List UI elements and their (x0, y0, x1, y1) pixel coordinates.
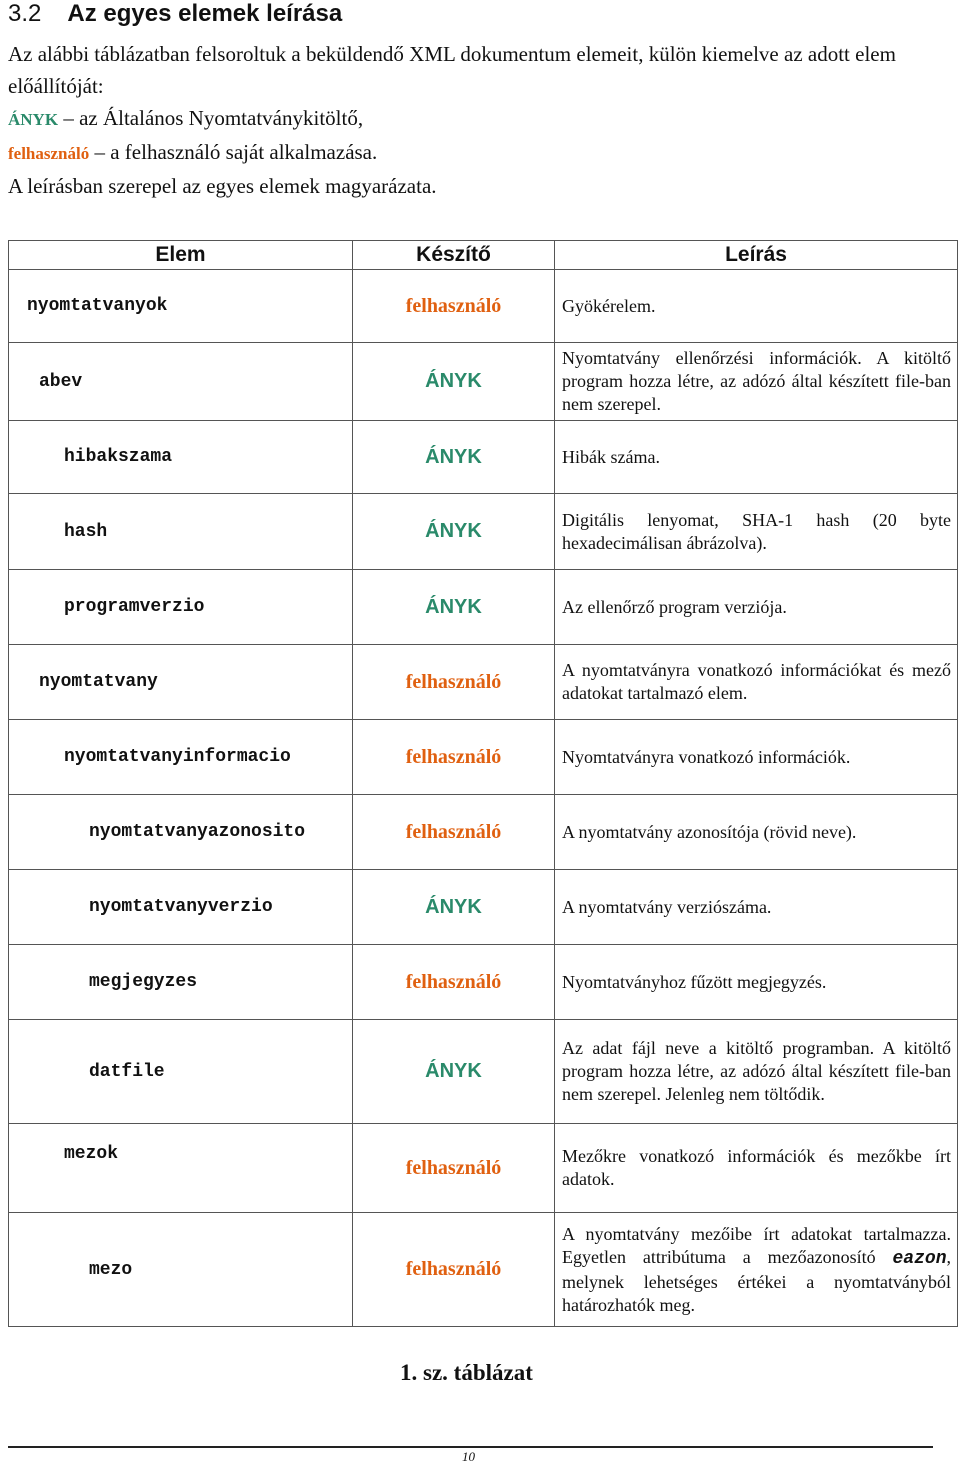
section-title: Az egyes elemek leírása (67, 0, 343, 27)
desc-text: A nyomtatvány mezőibe írt adatokat tartalmazza. Egyetlen attribútuma a mezőazonosító (562, 1223, 951, 1267)
elem-cell: nyomtatvanyinformacio (9, 720, 353, 795)
leiras-cell: Digitális lenyomat, SHA-1 hash (20 byte hexadecimálisan ábrázolva). (555, 494, 958, 570)
footer-divider (8, 1446, 933, 1448)
page-number: 10 (462, 1449, 475, 1464)
table-row (9, 570, 958, 645)
table-row (9, 795, 958, 870)
anyk-tag: ÁNYK (8, 110, 59, 129)
leiras-cell: A nyomtatvány verziószáma. (555, 870, 958, 945)
leiras-cell: Nyomtatvány ellenőrzési információk. A kitöltő program hozza létre, az adózó által készített file-ban nem szerepel. (555, 343, 958, 421)
elem-cell: nyomtatvanyok (9, 270, 353, 343)
table-caption: 1. sz. táblázat (400, 1360, 533, 1385)
keszito-cell: ÁNYK (353, 494, 555, 570)
table-row (9, 421, 958, 494)
table-row (9, 270, 958, 343)
table-row (9, 720, 958, 795)
intro-line-anyk (8, 102, 948, 136)
leiras-cell: Az ellenőrző program verziója. (555, 570, 958, 645)
felhasznalo-tag: felhasználó (8, 144, 90, 163)
elem-cell: hash (9, 494, 353, 570)
intro-line-felh (8, 136, 948, 170)
leiras-cell: A nyomtatványra vonatkozó információkat és mező adatokat tartalmazó elem. (555, 645, 958, 720)
elem-cell: mezok (9, 1124, 353, 1213)
elem-cell: hibakszama (9, 421, 353, 494)
leiras-cell: Mezőkre vonatkozó információk és mezőkbe írt adatok. (555, 1124, 958, 1213)
keszito-cell: ÁNYK (353, 1020, 555, 1124)
keszito-cell: ÁNYK (353, 870, 555, 945)
felhasznalo-text: – a felhasználó saját alkalmazása. (89, 140, 378, 164)
leiras-cell: Gyökérelem. (555, 270, 958, 343)
elem-cell: megjegyzes (9, 945, 353, 1020)
intro-line-1: Az alábbi táblázatban felsoroltuk a beküldendő XML dokumentum elemeit, külön kiemelve az adott elem előállítóját: (8, 42, 896, 98)
keszito-cell: felhasználó (353, 1124, 555, 1213)
keszito-cell: felhasználó (353, 645, 555, 720)
table-row (9, 1020, 958, 1124)
table-row (9, 870, 958, 945)
elem-cell: programverzio (9, 570, 353, 645)
table-row (9, 1124, 958, 1213)
keszito-cell: felhasználó (353, 270, 555, 343)
leiras-cell: Nyomtatványra vonatkozó információk. (555, 720, 958, 795)
table-header-row (9, 241, 958, 270)
section-number: 3.2 (8, 0, 42, 27)
leiras-cell: Az adat fájl neve a kitöltő programban. A kitöltő program hozza létre, az adózó által készített file-ban nem szerepel. Jelenleg nem töltődik. (555, 1020, 958, 1124)
elements-table (8, 240, 958, 1327)
header-keszito: Készítő (353, 241, 555, 270)
intro-line-4: A leírásban szerepel az egyes elemek magyarázata. (8, 174, 437, 198)
table-row (9, 343, 958, 421)
keszito-cell: ÁNYK (353, 570, 555, 645)
keszito-cell: felhasználó (353, 945, 555, 1020)
leiras-cell: Nyomtatványhoz fűzött megjegyzés. (555, 945, 958, 1020)
table-row (9, 494, 958, 570)
anyk-text: – az Általános Nyomtatványkitöltő, (58, 106, 364, 130)
header-elem: Elem (9, 241, 353, 270)
elem-cell: mezo (9, 1213, 353, 1327)
eazon-code: eazon (892, 1248, 947, 1269)
header-leiras: Leírás (555, 241, 958, 270)
keszito-cell: felhasználó (353, 795, 555, 870)
elem-cell: datfile (9, 1020, 353, 1124)
section-heading (8, 0, 342, 28)
table-row (9, 945, 958, 1020)
intro-text (8, 38, 948, 202)
elem-cell: abev (9, 343, 353, 421)
leiras-cell (555, 1213, 958, 1327)
keszito-cell: felhasználó (353, 1213, 555, 1327)
leiras-cell: Hibák száma. (555, 421, 958, 494)
table-row (9, 1213, 958, 1327)
desc-text: , melynek lehetséges értékei a nyomtatványból határozhatók meg. (562, 1246, 951, 1315)
leiras-cell: A nyomtatvány azonosítója (rövid neve). (555, 795, 958, 870)
table-row (9, 645, 958, 720)
keszito-cell: ÁNYK (353, 421, 555, 494)
elem-cell: nyomtatvanyverzio (9, 870, 353, 945)
keszito-cell: ÁNYK (353, 343, 555, 421)
keszito-cell: felhasználó (353, 720, 555, 795)
elem-cell: nyomtatvany (9, 645, 353, 720)
elem-cell: nyomtatvanyazonosito (9, 795, 353, 870)
